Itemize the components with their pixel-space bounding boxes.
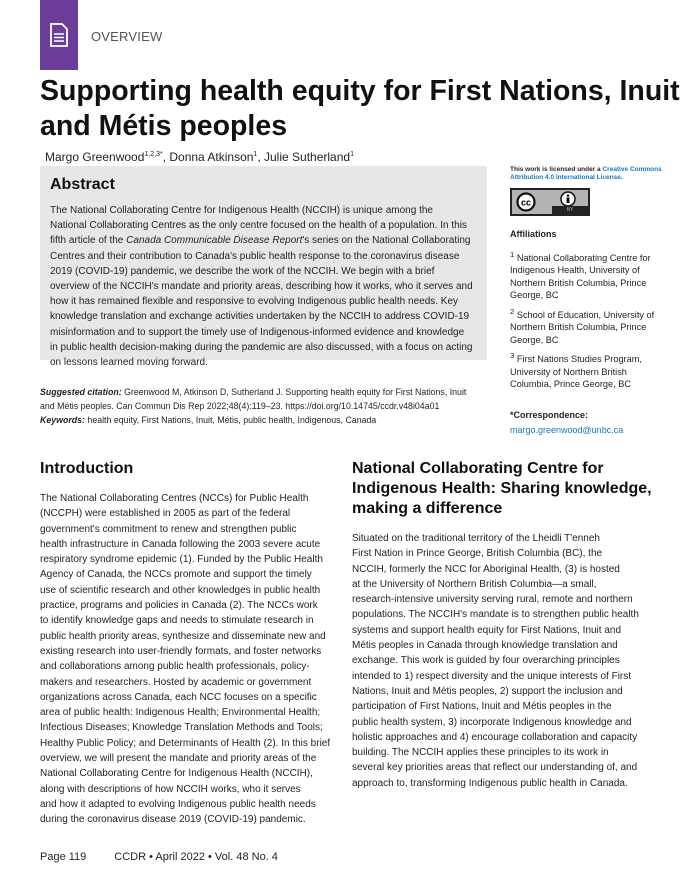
text-line: National Collaborating Centres as the only centre focused on the health of a population. In this — [50, 220, 467, 232]
text-line: existing research into user-friendly formats, and foster networks — [40, 645, 322, 657]
page-footer — [40, 851, 278, 863]
text-line: Métis peoples in Canada through knowledge translation and — [352, 640, 618, 652]
text-line: to identify knowledge gaps and needs to stimulate research in — [40, 615, 314, 627]
text-line: in public health decision-making during the pandemic are also discussed, with a focus on acting — [50, 341, 473, 353]
text-line: practice, programs and policies in Canada (2). The NCCs work — [40, 600, 318, 612]
text-line: along with descriptions of how NCCIH works, who it serves — [40, 783, 301, 795]
nccih-heading: National Collaborating Centre for Indigenous Health: Sharing knowledge, making a difference — [352, 460, 652, 517]
introduction-section — [40, 459, 350, 828]
license-link[interactable]: Creative Commons Attribution 4.0 International License — [510, 166, 662, 181]
introduction-text — [40, 491, 350, 828]
text-line: during the coronavirus disease 2019 (COVID-19) pandemic. — [40, 814, 306, 826]
cc-icon — [516, 192, 536, 212]
text-line: (NCCPH) were established in 2005 as part of the federal — [40, 508, 291, 520]
nccih-text — [352, 531, 672, 791]
text-line: overview, we will present the mandate and priority areas of the — [40, 753, 317, 765]
text-line: holistic approaches and 4) encourage collaboration and capacity — [352, 731, 638, 743]
text-line: knowledge translation and exchange activities undertaken by the NCCIH to address COVID-19 — [50, 311, 470, 323]
sidebar — [510, 166, 670, 391]
text-line: and how it adapted to evolving Indigenous public health needs — [40, 798, 316, 810]
text-line: 2019 (COVID-19) pandemic, we describe the work of the NCCIH. We begin with a brief — [50, 265, 435, 277]
affiliation-item: $^3$ First Nations Studies Program, University of Northern British Columbia, Prince George, BC — [510, 351, 642, 390]
citation: Suggested citation: Greenwood M, Atkinson D, Sutherland J. Supporting health equity for First Nations, Inuit and Métis peoples. Can Commun Dis Rep 2022;48(4):119–23. https://doi.org/10.14745/ccdr.v48i04a01 Keywords: health equity, First Nations, Inuit, Métis, public health, Indigenous, Canada — [40, 387, 467, 425]
document-icon — [50, 23, 68, 47]
text-line: Centres and their contribution to Canada's public health response to the coronavirus disease — [50, 250, 460, 262]
text-line: populations. The NCCIH's mandate is to strengthen public health — [352, 609, 639, 621]
text-line: several key priorities areas that reflect our understanding of, and — [352, 762, 638, 774]
text-line: building. The NCCIH applies these principles to its work in — [352, 747, 609, 759]
text-line: participation of First Nations, Inuit and Métis peoples in the — [352, 701, 612, 713]
text-line: Infectious Diseases; Knowledge Translation Methods and Tools; — [40, 722, 323, 734]
section-tag — [40, 0, 78, 70]
text-line: health infrastructure in Canada following the 2003 severe acute — [40, 538, 321, 550]
text-line: makers and researchers. Hosted by academic or government — [40, 676, 312, 688]
text-line: First Nation in Prince George, British Columbia (BC), the — [352, 548, 603, 560]
abstract-box — [40, 166, 487, 369]
journal-info: CCDR • April 2022 • Vol. 48 No. 4 — [114, 851, 278, 863]
abstract-heading: Abstract — [50, 176, 115, 193]
text-line: systems and support health equity for First Nations, Inuit and — [352, 624, 622, 636]
text-line: exchange. This work is guided by four overarching principles — [352, 655, 620, 667]
text-line: public health system, 3) incorporate Indigenous knowledge and — [352, 716, 632, 728]
text-line: on lessons learned moving forward. — [50, 357, 208, 369]
page-title: Supporting health equity for First Nations, Inuit and Métis peoples — [40, 75, 680, 142]
text-line: fifth article of the Canada Communicable Disease Report's series on the National Collaborating — [50, 235, 471, 247]
text-line: respiratory syndrome epidemic (1). Funded by the Public Health — [40, 554, 323, 566]
text-line: area of public health: Indigenous Health; Environmental Health; — [40, 707, 321, 719]
text-line: public health priority areas, synthesize and disseminate new and — [40, 630, 326, 642]
affiliations-heading: Affiliations — [510, 229, 557, 239]
text-line: Situated on the traditional territory of the Lheidli T'enneh — [352, 533, 600, 544]
text-line: overview of the NCCIH's mandate and priority areas, describing how it works, who it serves and — [50, 281, 473, 293]
correspondence: *Correspondence: margo.greenwood@unbc.ca — [510, 408, 623, 438]
section-label: OVERVIEW — [91, 29, 163, 44]
text-line: The National Collaborating Centres (NCCs) for Public Health — [40, 493, 309, 504]
text-line: The National Collaborating Centre for Indigenous Health (NCCIH) is unique among the — [50, 205, 433, 216]
text-line: at the University of Northern British Columbia—a small, — [352, 578, 597, 590]
affiliation-item: $^2$ School of Education, University of Northern British Columbia, Prince George, BC — [510, 306, 655, 345]
text-line: NCCIH, formerly the NCC for Aboriginal Health, (3) is hosted — [352, 563, 620, 575]
text-line: government's commitment to renew and strengthen public — [40, 523, 297, 535]
text-line: approach to, transforming Indigenous public health in Canada. — [352, 777, 628, 789]
text-line: Healthy Public Policy; and Determinants of Health (2). In this brief — [40, 737, 331, 749]
text-line: how it has remained flexible and responsive to evolving Indigenous public health needs. Key — [50, 296, 459, 308]
page-number: Page 119 — [40, 851, 87, 863]
text-line: Agency of Canada, the NCCs promote and support the timely — [40, 569, 312, 581]
attribution-icon — [560, 191, 576, 207]
text-line: intended to 1) respect diversity and the unique interests of First — [352, 670, 632, 682]
text-line: National Collaborating Centre for Indigenous Health (NCCIH), — [40, 768, 313, 780]
cc-by-badge[interactable]: cc BY — [510, 188, 590, 216]
text-line: organizations across Canada, each NCC focuses on a specific — [40, 691, 317, 703]
text-line: misinformation and to support the timely use of Indigenous-informed evidence and knowledge — [50, 326, 465, 338]
svg-text:cc: cc — [520, 197, 532, 208]
nccih-section — [352, 459, 672, 791]
license-note: This work is licensed under a Creative Commons Attribution 4.0 International License. — [510, 166, 662, 181]
email-link[interactable]: margo.greenwood@unbc.ca — [510, 425, 624, 435]
text-line: Nations, Inuit and Métis peoples, 2) support the inclusion and — [352, 685, 623, 697]
text-line: and collaborations among public health professionals, policy- — [40, 661, 310, 673]
text-line: research-intensive university serving rural, remote and northern — [352, 594, 633, 606]
author-list: Margo Greenwood$^{1,2,3*}$, Donna Atkinson$^1$, Julie Sutherland$^1$ — [45, 150, 354, 164]
affiliation-item: $^1$ National Collaborating Centre for Indigenous Health, University of Northern British Columbia, Prince George, BC — [510, 249, 651, 301]
doi-link[interactable]: and Métis peoples. Can Commun Dis Rep 2022;48(4):119–23. https://doi.org/10.14745/ccdr.v48i04a01 — [40, 401, 440, 411]
text-line: use of scientific research and other knowledges in public health — [40, 584, 321, 596]
abstract-text — [50, 203, 477, 370]
introduction-heading: Introduction — [40, 460, 134, 477]
